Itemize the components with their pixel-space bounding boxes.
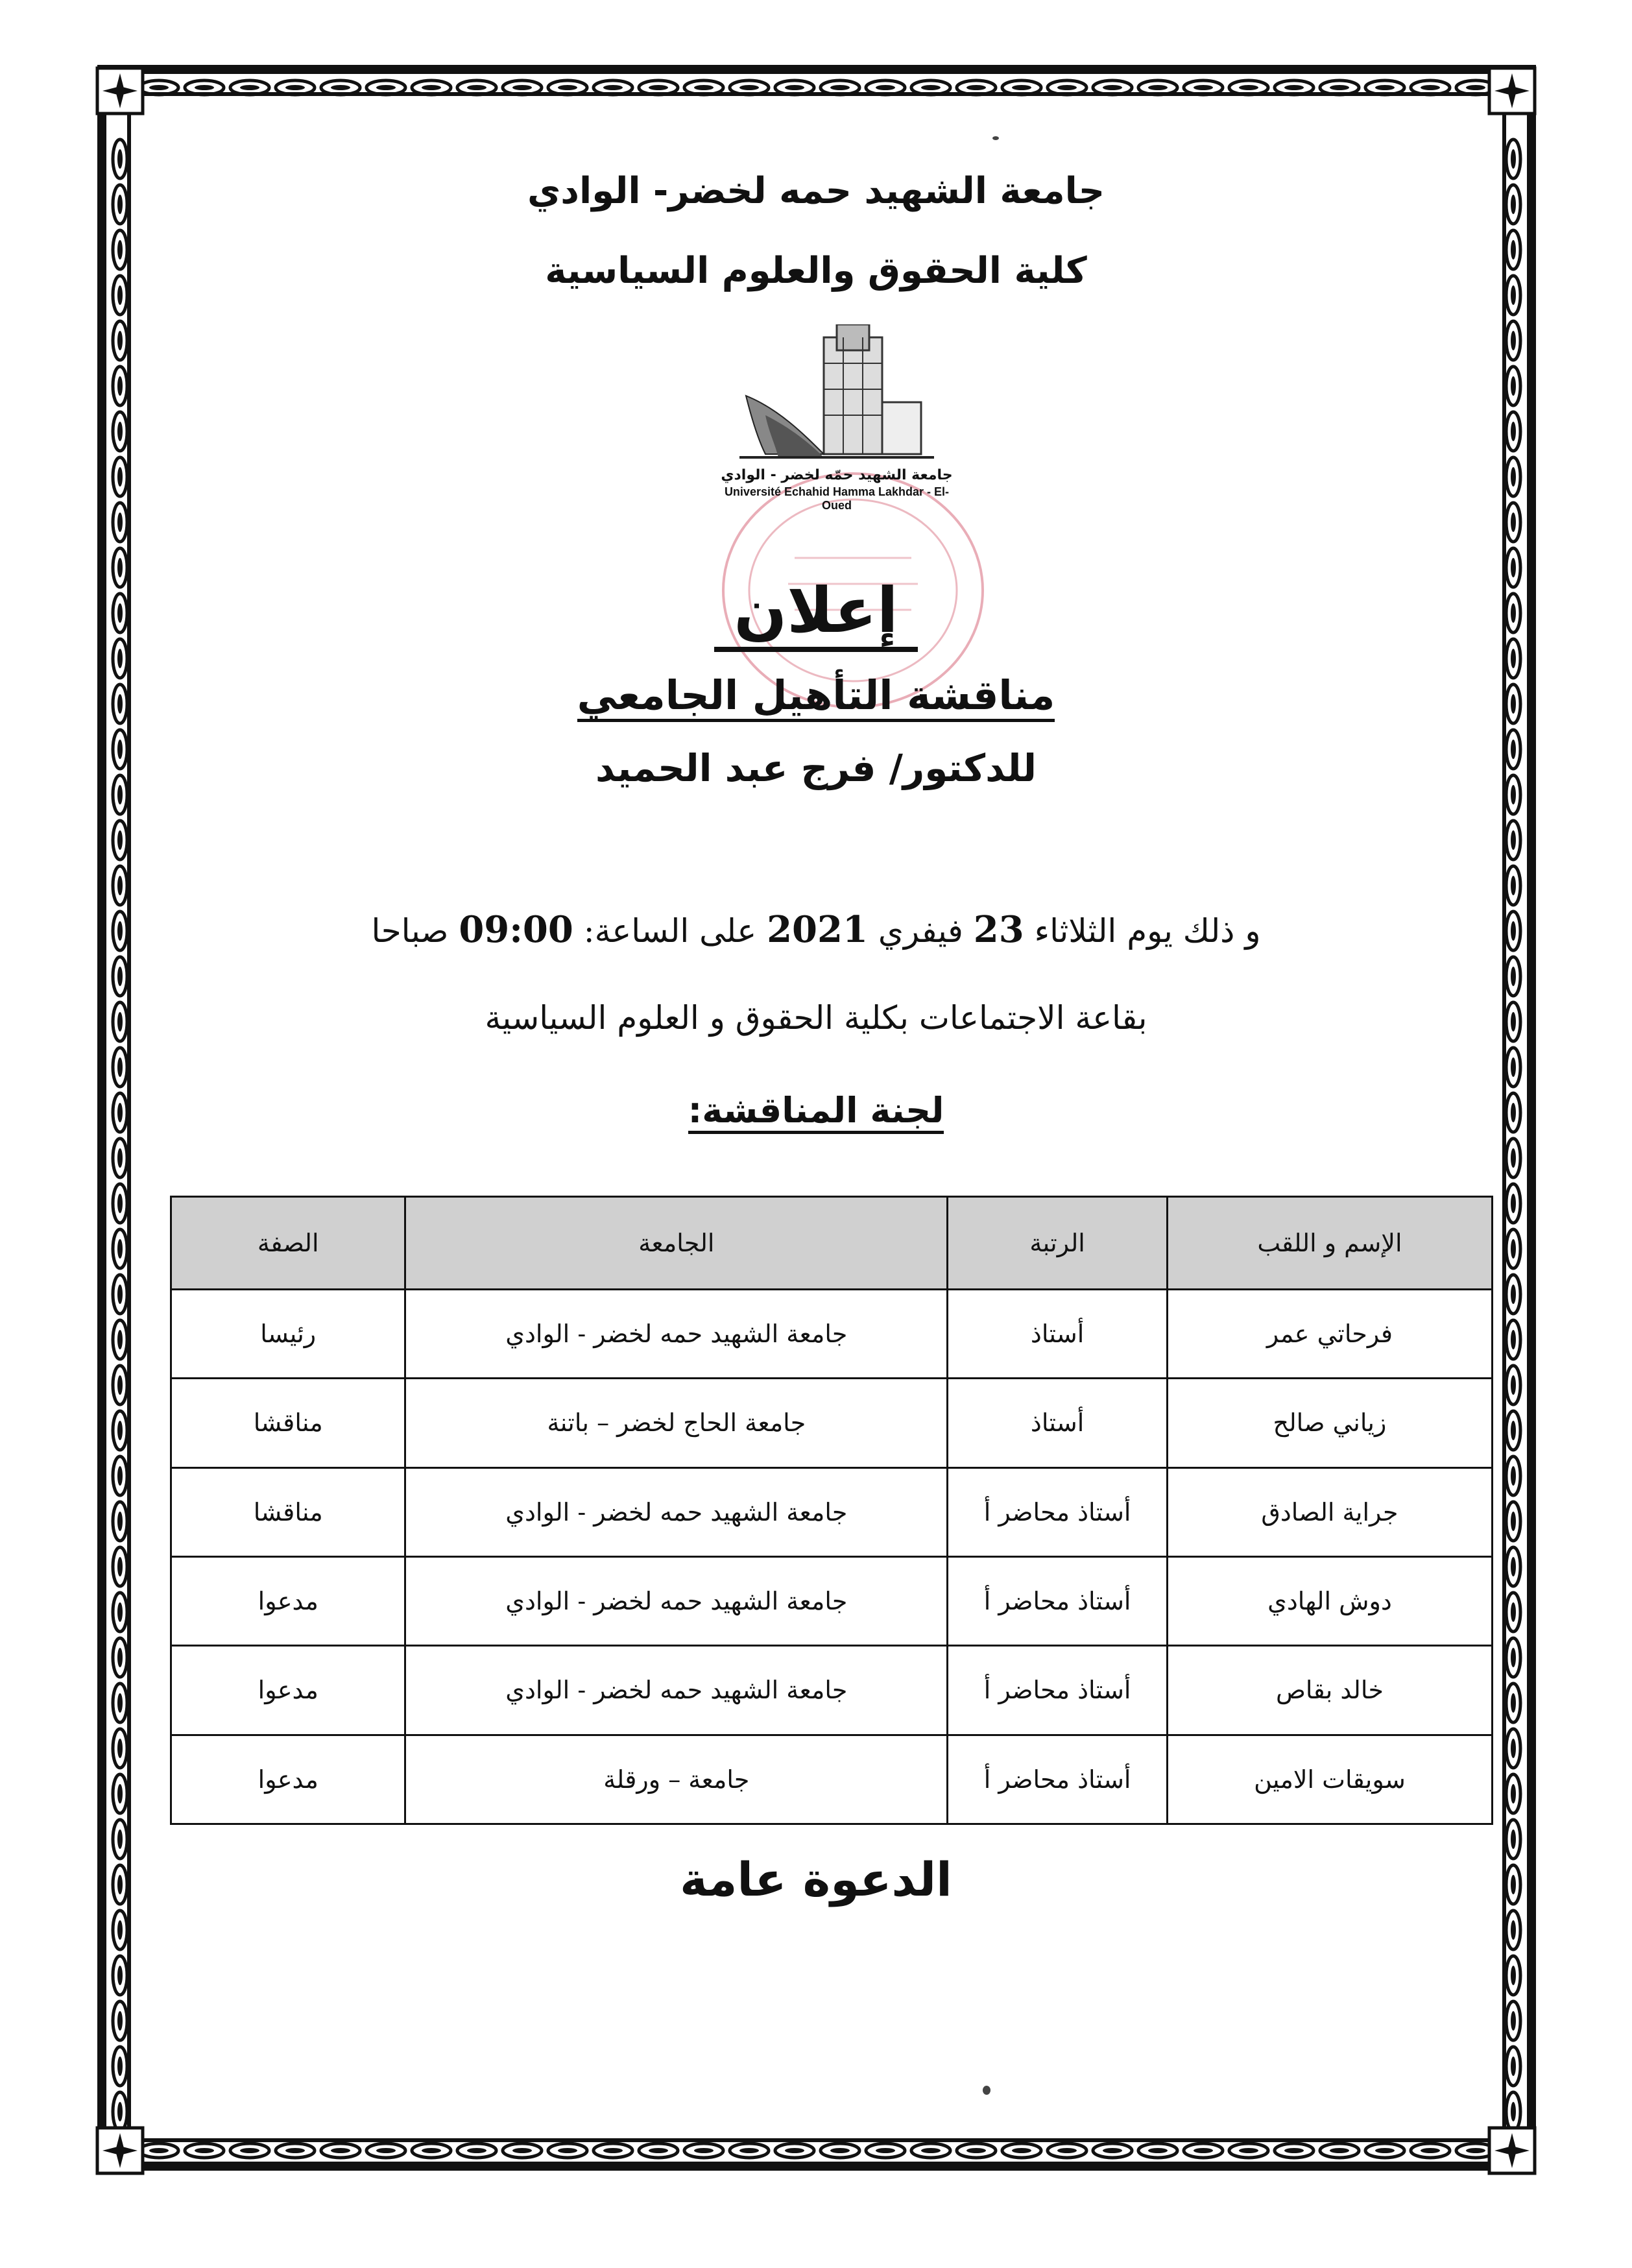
- cell-university: جامعة الشهيد حمه لخضر - الوادي: [405, 1290, 948, 1379]
- cell-university: جامعة الشهيد حمه لخضر - الوادي: [405, 1646, 948, 1735]
- faculty-name: كلية الحقوق والعلوم السياسية: [545, 250, 1087, 292]
- header-rank: الرتبة: [948, 1197, 1168, 1290]
- cell-name: جراية الصادق: [1167, 1467, 1492, 1556]
- scan-speck: [992, 136, 999, 140]
- committee-title-text: لجنة المناقشة:: [688, 1090, 944, 1134]
- schedule-day: 23: [973, 908, 1024, 951]
- logo-caption-arabic: جامعة الشهيد حمّه لخضر - الوادي: [721, 467, 953, 483]
- announcement-title: [195, 574, 1437, 647]
- cell-name: دوش الهادي: [1167, 1556, 1492, 1645]
- chain-border-bottom: [136, 2131, 1498, 2170]
- table-row: [171, 1379, 1493, 1467]
- table-row: [171, 1556, 1493, 1645]
- table-row: [171, 1646, 1493, 1735]
- logo-caption-french: Université Echahid Hamma Lakhdar - El-Oued: [724, 485, 950, 512]
- schedule-time-label: على الساعة:: [583, 912, 757, 950]
- jury-table: [170, 1196, 1493, 1825]
- announcement-subject-text: مناقشة التأهيل الجامعي: [577, 671, 1055, 722]
- candidate-name: للدكتور/ فرج عبد الحميد: [595, 746, 1037, 790]
- schedule-month: فيفري: [878, 912, 963, 950]
- schedule-year: 2021: [767, 908, 868, 951]
- cell-rank: أستاذ محاضر أ: [948, 1467, 1168, 1556]
- announcement-subject: [195, 671, 1437, 719]
- table-row: [171, 1735, 1493, 1824]
- corner-ornament-icon: [84, 55, 156, 127]
- cell-rank: أستاذ محاضر أ: [948, 1735, 1168, 1824]
- cell-university: جامعة – ورقلة: [405, 1735, 948, 1824]
- table-header-row: [171, 1197, 1493, 1290]
- announcement-title-text: إعلان: [714, 574, 917, 652]
- corner-ornament-icon: [1476, 55, 1548, 127]
- header-role: الصفة: [171, 1197, 405, 1290]
- header-name: الإسم و اللقب: [1167, 1197, 1492, 1290]
- closing-invitation: الدعوة عامة: [680, 1852, 952, 1907]
- cell-university: جامعة الشهيد حمه لخضر - الوادي: [405, 1467, 948, 1556]
- cell-role: مدعوا: [171, 1735, 405, 1824]
- schedule-line: [195, 908, 1437, 951]
- cell-rank: أستاذ محاضر أ: [948, 1556, 1168, 1645]
- corner-ornament-icon: [84, 2115, 156, 2186]
- table-row: [171, 1467, 1493, 1556]
- cell-name: فرحاتي عمر: [1167, 1290, 1492, 1379]
- schedule-venue: بقاعة الاجتماعات بكلية الحقوق و العلوم السياسية: [485, 999, 1147, 1037]
- cell-role: مناقشا: [171, 1379, 405, 1467]
- schedule-prefix: و ذلك يوم الثلاثاء: [1034, 912, 1261, 950]
- cell-rank: أستاذ: [948, 1379, 1168, 1467]
- committee-title: [195, 1090, 1437, 1131]
- cell-rank: أستاذ محاضر أ: [948, 1646, 1168, 1735]
- cell-name: زياني صالح: [1167, 1379, 1492, 1467]
- schedule-time: 09:00: [459, 908, 573, 951]
- chain-border-right: [1494, 136, 1533, 2134]
- scan-speck: [983, 2086, 990, 2095]
- cell-role: مدعوا: [171, 1556, 405, 1645]
- cell-role: مدعوا: [171, 1646, 405, 1735]
- table-row: [171, 1290, 1493, 1379]
- cell-name: خالد بقاص: [1167, 1646, 1492, 1735]
- university-name: جامعة الشهيد حمه لخضر- الوادي: [527, 170, 1105, 212]
- header-university: الجامعة: [405, 1197, 948, 1290]
- cell-rank: أستاذ: [948, 1290, 1168, 1379]
- schedule-period: صباحا: [371, 912, 449, 950]
- cell-role: رئيسا: [171, 1290, 405, 1379]
- cell-university: جامعة الشهيد حمه لخضر - الوادي: [405, 1556, 948, 1645]
- cell-role: مناقشا: [171, 1467, 405, 1556]
- cell-university: جامعة الحاج لخضر – باتنة: [405, 1379, 948, 1467]
- corner-ornament-icon: [1476, 2115, 1548, 2186]
- cell-name: سويقات الامين: [1167, 1735, 1492, 1824]
- chain-border-left: [101, 136, 139, 2134]
- chain-border-top: [136, 68, 1498, 107]
